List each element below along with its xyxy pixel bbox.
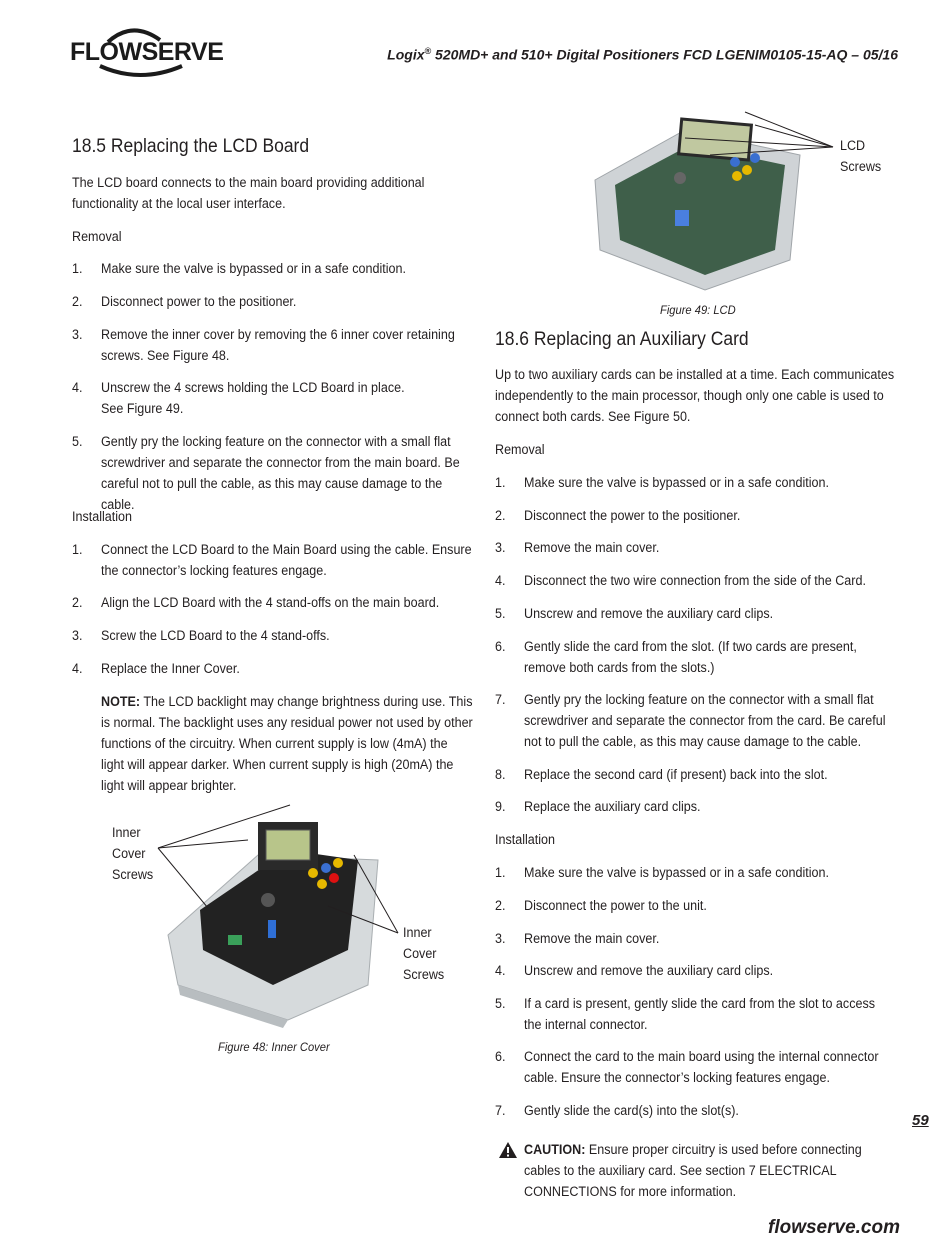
step-number: 2. [72, 595, 83, 610]
removal-label-right: Removal [495, 442, 545, 457]
step-number: 1. [495, 865, 506, 880]
caution-text: Ensure proper circuitry is used before connecting cables to the auxiliary card. See section 7 ELECTRICAL CONNECTIONS for more information. [524, 1142, 862, 1199]
removal-label-left: Removal [72, 229, 122, 244]
list-item: Disconnect power to the positioner. [101, 294, 297, 309]
list-item: Remove the main cover. [524, 931, 660, 946]
list-item: Gently pry the locking feature on the connector with a small flat screwdriver and separate the connector from the card. Be careful not to pull the cable, as this may cause damage to the cable. [524, 692, 886, 749]
note-label: NOTE: [101, 694, 141, 709]
list-item: Replace the second card (if present) back into the slot. [524, 767, 828, 782]
caution-icon [498, 1141, 518, 1159]
step-number: 6. [495, 639, 506, 654]
step-number: 8. [495, 767, 506, 782]
list-item: Gently pry the locking feature on the connector with a small flat screwdriver and separate the connector from the main board. Be careful not to pull the cable, as this may cause damage to the cable. [101, 434, 460, 512]
label-line: Inner [112, 825, 141, 840]
installation-label-left: Installation [72, 509, 133, 524]
installation-label-right: Installation [495, 832, 556, 847]
list-item: Replace the Inner Cover. [101, 661, 240, 676]
label-line: Cover [112, 846, 146, 861]
header-registered-mark: ® [424, 46, 432, 56]
step-number: 2. [72, 294, 83, 309]
list-item: Disconnect the power to the unit. [524, 898, 707, 913]
list-item: Remove the inner cover by removing the 6 inner cover retaining screws. See Figure 48. [101, 327, 455, 363]
label-line: Screws [112, 867, 154, 882]
step-number: 7. [495, 692, 506, 707]
step-number: 6. [495, 1049, 506, 1064]
logo-text: FLOWSERVE [70, 38, 224, 66]
caution-label: CAUTION: [524, 1142, 586, 1157]
step-number: 1. [72, 261, 83, 276]
list-item: Gently slide the card(s) into the slot(s). [524, 1103, 739, 1118]
list-item: If a card is present, gently slide the card from the slot to access the internal connector. [524, 996, 876, 1032]
document-header-title [387, 46, 898, 63]
step-number: 4. [72, 380, 83, 395]
step-number: 4. [72, 661, 83, 676]
callout-lines [108, 800, 478, 1030]
list-item: Unscrew and remove the auxiliary card clips. [524, 606, 774, 621]
list-item: Remove the main cover. [524, 540, 660, 555]
step-number: 5. [72, 434, 83, 449]
header-title-prefix: Logix [387, 46, 425, 63]
figure-49-caption: Figure 49: LCD [660, 303, 736, 317]
page-number: 59 [912, 1112, 929, 1129]
list-item: Disconnect the two wire connection from the side of the Card. [524, 573, 866, 588]
step-number: 4. [495, 573, 506, 588]
header-title-rest: 520MD+ and 510+ Digital Positioners FCD LGENIM0105-15-AQ – 05/16 [431, 46, 898, 63]
lcd-screws-label [840, 135, 881, 177]
lcd-callout-lines [585, 100, 895, 295]
list-item: Make sure the valve is bypassed or in a safe condition. [524, 865, 829, 880]
figure-48-inner-cover [108, 800, 478, 1030]
step-number: 4. [495, 963, 506, 978]
step-number: 1. [495, 475, 506, 490]
flowserve-logo [70, 22, 224, 78]
list-item: Unscrew and remove the auxiliary card clips. [524, 963, 774, 978]
label-line: Screws [403, 967, 445, 982]
step-number: 2. [495, 898, 506, 913]
aux-card-intro-paragraph: Up to two auxiliary cards can be installed at a time. Each communicates independently to the main processor, though only one cable is used to connect both cards. See Figure 50. [495, 367, 895, 424]
section-heading-18-6: 18.6 Replacing an Auxiliary Card [495, 329, 749, 350]
list-item: Align the LCD Board with the 4 stand-offs on the main board. [101, 595, 440, 610]
footer-website-link[interactable]: flowserve.com [768, 1217, 900, 1238]
step-number: 5. [495, 606, 506, 621]
list-item: Connect the card to the main board using the internal connector cable. Ensure the connector’s locking features engage. [524, 1049, 879, 1085]
caution-note [524, 1139, 896, 1202]
step-number: 9. [495, 799, 506, 814]
step-number: 3. [495, 540, 506, 555]
list-item: Unscrew the 4 screws holding the LCD Board in place. [101, 380, 405, 395]
step-number: 7. [495, 1103, 506, 1118]
step-number: 2. [495, 508, 506, 523]
step-number: 1. [72, 542, 83, 557]
lcd-backlight-note [101, 691, 473, 796]
list-item: Replace the auxiliary card clips. [524, 799, 701, 814]
step-number: 3. [495, 931, 506, 946]
section-heading-18-5: 18.5 Replacing the LCD Board [72, 136, 310, 157]
list-item: Make sure the valve is bypassed or in a safe condition. [524, 475, 829, 490]
list-item: Screw the LCD Board to the 4 stand-offs. [101, 628, 330, 643]
label-line: Cover [403, 946, 437, 961]
note-text: The LCD backlight may change brightness during use. This is normal. The backlight uses any residual power not used by other functions of the circuitry. When current supply is low (4mA) the light will appear darker. When current supply is high (20mA) the light will appear brighter. [101, 694, 473, 793]
label-line: Inner [403, 925, 432, 940]
inner-cover-screws-label-left [112, 822, 153, 885]
list-item: Connect the LCD Board to the Main Board using the cable. Ensure the connector’s locking features engage. [101, 542, 472, 578]
figure-48-caption: Figure 48: Inner Cover [218, 1040, 330, 1054]
list-item: Disconnect the power to the positioner. [524, 508, 741, 523]
label-line: LCD [840, 138, 866, 153]
label-line: Screws [840, 159, 882, 174]
step-number: 3. [72, 628, 83, 643]
list-item: Make sure the valve is bypassed or in a safe condition. [101, 261, 406, 276]
inner-cover-screws-label-right [403, 922, 444, 985]
lcd-intro-paragraph: The LCD board connects to the main board providing additional functionality at the local user interface. [72, 175, 425, 211]
step-number: 3. [72, 327, 83, 342]
figure-49-lcd [585, 100, 895, 295]
list-item: Gently slide the card from the slot. (If two cards are present, remove both cards from the slots.) [524, 639, 857, 675]
step-number: 5. [495, 996, 506, 1011]
list-item-continuation: See Figure 49. [101, 401, 184, 416]
